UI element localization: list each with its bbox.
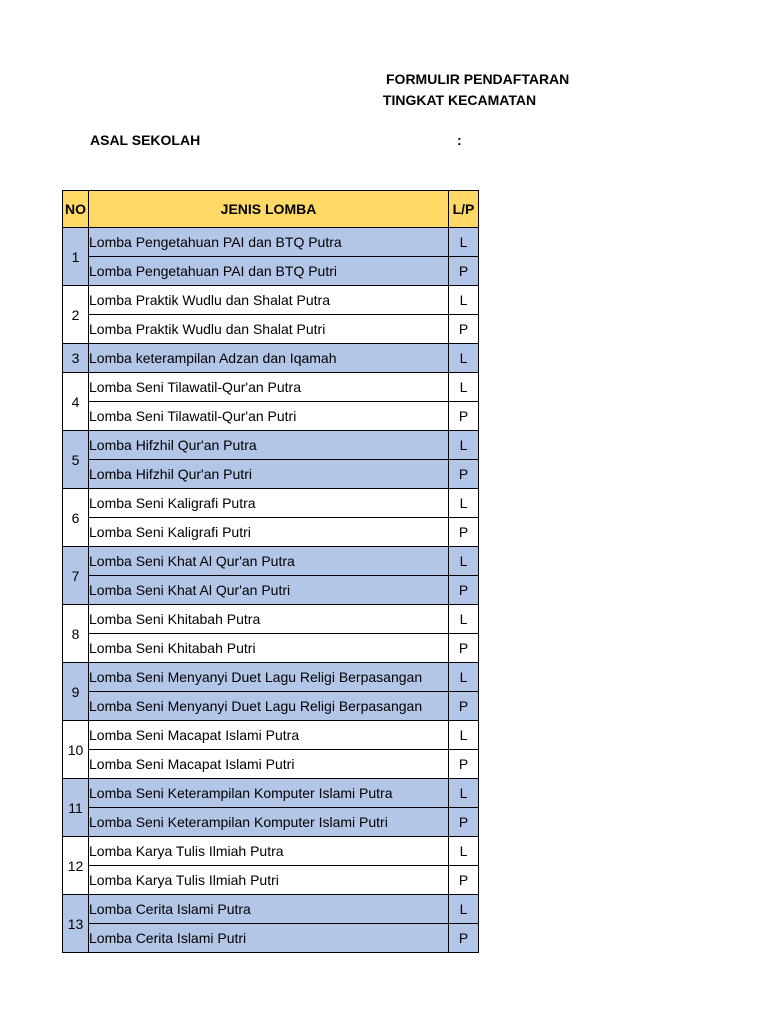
table-row (63, 837, 479, 866)
table-row (63, 547, 479, 576)
cell-jenis-lomba: Lomba Seni Khat Al Qur'an Putri (89, 576, 449, 605)
cell-lp: P (449, 402, 479, 431)
cell-lp: L (449, 605, 479, 634)
cell-lp: P (449, 257, 479, 286)
cell-lp: P (449, 924, 479, 953)
cell-lp: L (449, 344, 479, 373)
table-row (63, 808, 479, 837)
cell-lp: P (449, 692, 479, 721)
cell-jenis-lomba: Lomba Seni Macapat Islami Putri (89, 750, 449, 779)
cell-no: 9 (63, 663, 89, 721)
cell-jenis-lomba: Lomba Seni Kaligrafi Putra (89, 489, 449, 518)
table-row (63, 895, 479, 924)
table-row (63, 779, 479, 808)
lomba-table (62, 190, 479, 953)
asal-sekolah-label: ASAL SEKOLAH (90, 132, 201, 148)
cell-no: 13 (63, 895, 89, 953)
table-body (63, 228, 479, 953)
table-row (63, 344, 479, 373)
cell-lp: L (449, 663, 479, 692)
cell-lp: L (449, 837, 479, 866)
cell-jenis-lomba: Lomba Pengetahuan PAI dan BTQ Putra (89, 228, 449, 257)
cell-jenis-lomba: Lomba Hifzhil Qur'an Putra (89, 431, 449, 460)
cell-jenis-lomba: Lomba Seni Khat Al Qur'an Putra (89, 547, 449, 576)
cell-no: 8 (63, 605, 89, 663)
cell-lp: P (449, 576, 479, 605)
cell-jenis-lomba: Lomba Seni Tilawatil-Qur'an Putri (89, 402, 449, 431)
cell-lp: P (449, 750, 479, 779)
cell-no: 12 (63, 837, 89, 895)
cell-no: 11 (63, 779, 89, 837)
cell-jenis-lomba: Lomba Seni Keterampilan Komputer Islami Putra (89, 779, 449, 808)
cell-lp: P (449, 634, 479, 663)
cell-jenis-lomba: Lomba Seni Khitabah Putri (89, 634, 449, 663)
cell-jenis-lomba: Lomba Praktik Wudlu dan Shalat Putra (89, 286, 449, 315)
form-title-line1 (300, 70, 570, 88)
cell-jenis-lomba: Lomba Karya Tulis Ilmiah Putri (89, 866, 449, 895)
cell-jenis-lomba: Lomba Seni Menyanyi Duet Lagu Religi Berpasangan (89, 663, 449, 692)
table-row (63, 286, 479, 315)
cell-lp: L (449, 721, 479, 750)
table-row (63, 228, 479, 257)
cell-no: 6 (63, 489, 89, 547)
table-row (63, 663, 479, 692)
cell-jenis-lomba: Lomba Karya Tulis Ilmiah Putra (89, 837, 449, 866)
table-row (63, 605, 479, 634)
cell-lp: L (449, 895, 479, 924)
cell-jenis-lomba: Lomba Seni Macapat Islami Putra (89, 721, 449, 750)
table-row (63, 924, 479, 953)
form-title-line2 (300, 91, 537, 109)
cell-no: 3 (63, 344, 89, 373)
cell-jenis-lomba: Lomba Seni Menyanyi Duet Lagu Religi Berpasangan (89, 692, 449, 721)
cell-no: 2 (63, 286, 89, 344)
cell-lp: L (449, 286, 479, 315)
cell-lp: L (449, 489, 479, 518)
header-no: NO (63, 191, 89, 228)
table-row (63, 431, 479, 460)
table-row (63, 460, 479, 489)
cell-jenis-lomba: Lomba Seni Kaligrafi Putri (89, 518, 449, 547)
table-row (63, 750, 479, 779)
cell-lp: P (449, 460, 479, 489)
table-row (63, 315, 479, 344)
table-row (63, 489, 479, 518)
cell-no: 7 (63, 547, 89, 605)
cell-lp: L (449, 779, 479, 808)
cell-lp: P (449, 866, 479, 895)
cell-jenis-lomba: Lomba keterampilan Adzan dan Iqamah (89, 344, 449, 373)
cell-jenis-lomba: Lomba Seni Keterampilan Komputer Islami Putri (89, 808, 449, 837)
cell-no: 4 (63, 373, 89, 431)
table-header-row (63, 191, 479, 228)
table-row (63, 518, 479, 547)
form-title-text-2: TINGKAT KECAMATAN (382, 92, 537, 108)
cell-jenis-lomba: Lomba Pengetahuan PAI dan BTQ Putri (89, 257, 449, 286)
table-row (63, 692, 479, 721)
cell-no: 10 (63, 721, 89, 779)
cell-no: 5 (63, 431, 89, 489)
header-lp: L/P (449, 191, 479, 228)
cell-no: 1 (63, 228, 89, 286)
asal-sekolah-colon: : (457, 132, 462, 148)
table-row (63, 576, 479, 605)
cell-jenis-lomba: Lomba Cerita Islami Putra (89, 895, 449, 924)
cell-lp: L (449, 431, 479, 460)
table-row (63, 373, 479, 402)
cell-lp: P (449, 315, 479, 344)
cell-lp: L (449, 547, 479, 576)
header-jenis-lomba: JENIS LOMBA (89, 191, 449, 228)
cell-jenis-lomba: Lomba Seni Tilawatil-Qur'an Putra (89, 373, 449, 402)
cell-jenis-lomba: Lomba Praktik Wudlu dan Shalat Putri (89, 315, 449, 344)
cell-jenis-lomba: Lomba Cerita Islami Putri (89, 924, 449, 953)
table-row (63, 402, 479, 431)
table-row (63, 866, 479, 895)
table-row (63, 257, 479, 286)
cell-jenis-lomba: Lomba Seni Khitabah Putra (89, 605, 449, 634)
cell-lp: P (449, 518, 479, 547)
cell-lp: P (449, 808, 479, 837)
table-row (63, 634, 479, 663)
cell-jenis-lomba: Lomba Hifzhil Qur'an Putri (89, 460, 449, 489)
cell-lp: L (449, 373, 479, 402)
table-row (63, 721, 479, 750)
form-title-text-1: FORMULIR PENDAFTARAN (386, 71, 570, 87)
cell-lp: L (449, 228, 479, 257)
